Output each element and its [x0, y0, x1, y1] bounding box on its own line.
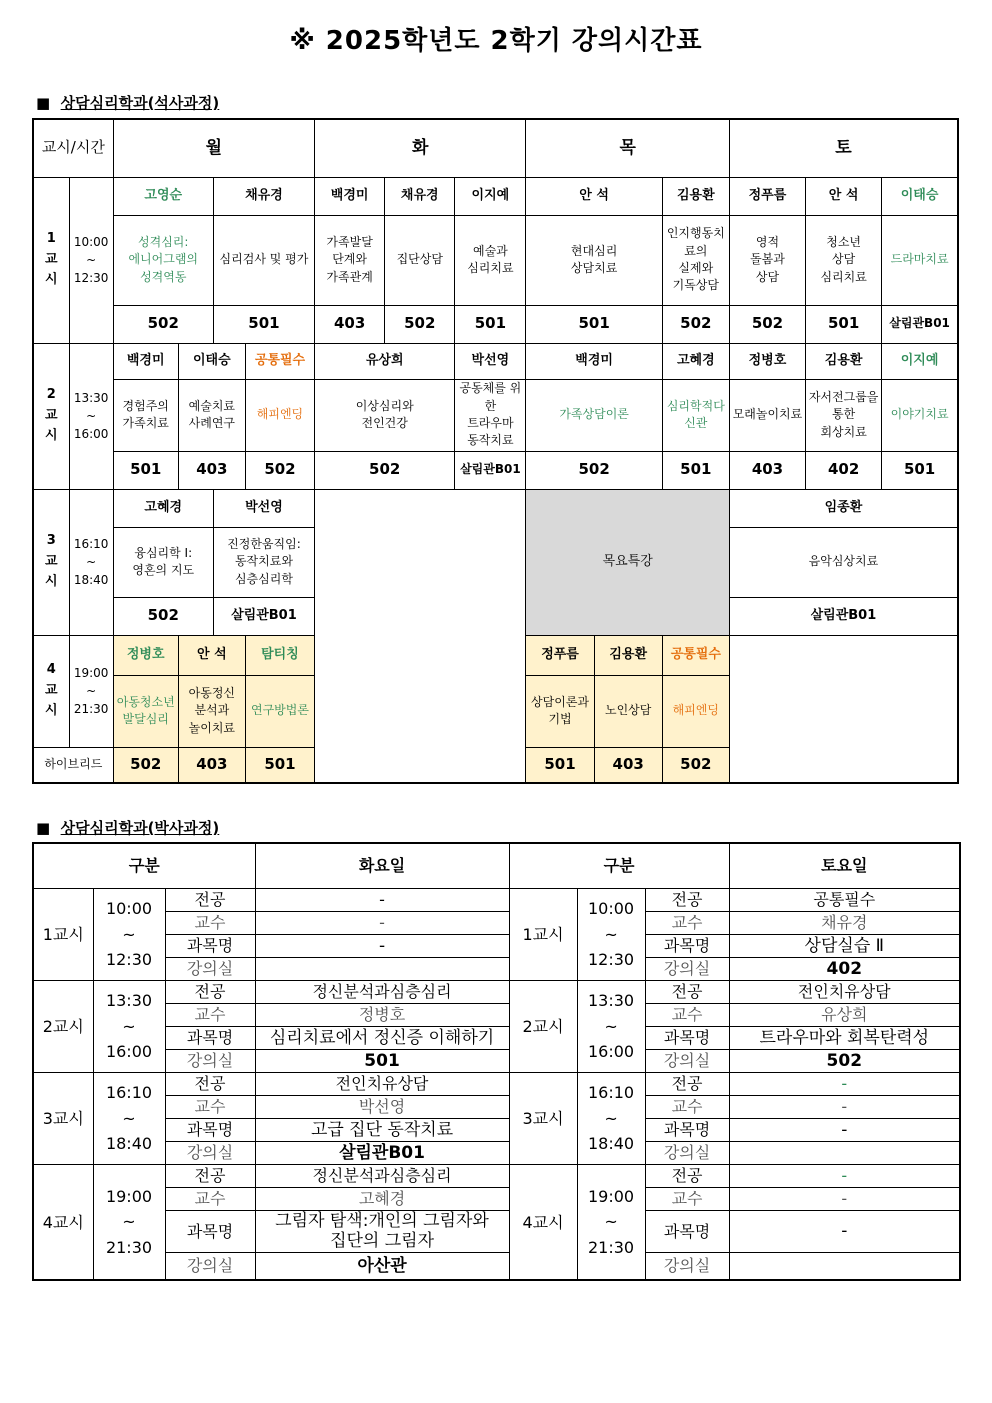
class-room: 502 — [526, 451, 662, 489]
class-prof: 백경미 — [526, 343, 662, 379]
period-label: 4교시 — [509, 1165, 577, 1281]
header-sat: 토 — [729, 119, 958, 177]
class-prof: 정푸름 — [526, 635, 594, 675]
class-room: 502 — [245, 451, 314, 489]
tue-room: 살림관B01 — [255, 1142, 509, 1165]
period-label: 1교시 — [509, 889, 577, 981]
class-subject: 심리검사 및 평가 — [213, 215, 314, 305]
hybrid-label: 하이브리드 — [33, 747, 113, 783]
class-subject: 공동체를 위한 트라우마 동작치료 — [455, 379, 526, 451]
class-prof: 정병호 — [729, 343, 805, 379]
period-label: 2교시 — [509, 981, 577, 1073]
doctor-timetable — [32, 842, 961, 1281]
row-label-room: 강의실 — [165, 958, 255, 981]
tue-subject: 심리치료에서 정신증 이해하기 — [255, 1027, 509, 1050]
class-prof: 정푸름 — [729, 177, 805, 215]
page-title: ※ 2025학년도 2학기 강의시간표 — [289, 26, 703, 56]
class-room: 살림관B01 — [729, 597, 958, 635]
class-prof: 김용환 — [662, 177, 729, 215]
class-room: 501 — [806, 305, 882, 343]
class-prof: 안 석 — [806, 177, 882, 215]
class-prof: 고영순 — [113, 177, 213, 215]
class-subject: 가족상담이론 — [526, 379, 662, 451]
class-room: 501 — [245, 747, 314, 783]
row-label-room: 강의실 — [645, 1050, 729, 1073]
class-room: 501 — [526, 747, 594, 783]
header-gubun-left: 구분 — [33, 843, 255, 889]
row-label-prof: 교수 — [165, 912, 255, 935]
class-room: 501 — [526, 305, 662, 343]
class-prof: 이태승 — [178, 343, 245, 379]
sat-subject: 트라우마와 회복탄력성 — [729, 1027, 960, 1050]
class-prof: 안 석 — [178, 635, 245, 675]
sat-room: 502 — [729, 1050, 960, 1073]
row-label-subject: 과목명 — [645, 1119, 729, 1142]
sat-subject: 상담실습 Ⅱ — [729, 935, 960, 958]
class-subject: 해피엔딩 — [662, 675, 729, 747]
class-subject: 예술과 심리치료 — [455, 215, 526, 305]
period-4-label: 4 교 시 — [33, 635, 69, 747]
period-label: 1교시 — [33, 889, 93, 981]
row-label-prof: 교수 — [645, 912, 729, 935]
tue-subject: 그림자 탐색:개인의 그림자와 집단의 그림자 — [255, 1211, 509, 1253]
class-room: 살림관B01 — [455, 451, 526, 489]
row-label-major: 전공 — [645, 1165, 729, 1188]
empty-cell — [315, 489, 526, 783]
tue-prof: 고혜경 — [255, 1188, 509, 1211]
sat-room — [729, 1252, 960, 1280]
tue-major: 정신분석과심층심리 — [255, 981, 509, 1004]
class-room: 502 — [113, 747, 178, 783]
period-label: 3교시 — [33, 1073, 93, 1165]
sat-prof: 채유경 — [729, 912, 960, 935]
row-label-subject: 과목명 — [165, 1027, 255, 1050]
class-room: 502 — [113, 597, 213, 635]
period-2-label: 2 교 시 — [33, 343, 69, 489]
row-label-major: 전공 — [165, 1165, 255, 1188]
class-prof: 김용환 — [594, 635, 662, 675]
sat-prof: - — [729, 1096, 960, 1119]
class-subject: 노인상담 — [594, 675, 662, 747]
class-room: 403 — [729, 451, 805, 489]
class-prof: 백경미 — [315, 177, 385, 215]
class-subject: 경험주의 가족치료 — [113, 379, 178, 451]
section-master: ■ 상담심리학과(석사과정) — [36, 94, 220, 112]
row-label-room: 강의실 — [645, 1142, 729, 1165]
tue-prof: - — [255, 912, 509, 935]
class-room: 403 — [178, 747, 245, 783]
sat-major: 전인치유상담 — [729, 981, 960, 1004]
thursday-special: 목요특강 — [526, 489, 729, 635]
class-room: 502 — [662, 305, 729, 343]
class-room: 502 — [385, 305, 455, 343]
sat-prof: - — [729, 1188, 960, 1211]
row-label-subject: 과목명 — [165, 1211, 255, 1253]
class-prof: 채유경 — [385, 177, 455, 215]
class-prof: 정병호 — [113, 635, 178, 675]
class-prof: 안 석 — [526, 177, 662, 215]
class-subject: 상담이론과 기법 — [526, 675, 594, 747]
period-1-label: 1 교 시 — [33, 177, 69, 343]
row-label-room: 강의실 — [645, 1252, 729, 1280]
class-prof: 고혜경 — [113, 489, 213, 527]
tue-subject: 고급 집단 동작치료 — [255, 1119, 509, 1142]
row-label-major: 전공 — [165, 889, 255, 912]
class-prof: 공통필수 — [662, 635, 729, 675]
class-room: 살림관B01 — [213, 597, 314, 635]
class-prof: 이지예 — [455, 177, 526, 215]
header-mon: 월 — [113, 119, 314, 177]
class-subject: 모래놀이치료 — [729, 379, 805, 451]
row-label-prof: 교수 — [165, 1096, 255, 1119]
class-subject: 예술치료 사례연구 — [178, 379, 245, 451]
sat-major: - — [729, 1073, 960, 1096]
class-prof: 백경미 — [113, 343, 178, 379]
class-subject: 융심리학 I: 영혼의 지도 — [113, 527, 213, 597]
sat-room — [729, 1142, 960, 1165]
period-3-time: 16:10 ~ 18:40 — [69, 489, 113, 635]
class-subject: 드라마치료 — [882, 215, 958, 305]
row-label-major: 전공 — [645, 981, 729, 1004]
section-doctor-title: 상담심리학과(박사과정) — [60, 819, 220, 837]
class-room: 살림관B01 — [882, 305, 958, 343]
class-room: 502 — [729, 305, 805, 343]
class-subject: 해피엔딩 — [245, 379, 314, 451]
class-room: 501 — [882, 451, 958, 489]
class-subject: 인지행동치료의 실제와 기독상담 — [662, 215, 729, 305]
class-subject: 가족발달 단계와 가족관계 — [315, 215, 385, 305]
class-prof: 이지예 — [882, 343, 958, 379]
row-label-room: 강의실 — [645, 958, 729, 981]
class-prof: 공통필수 — [245, 343, 314, 379]
row-label-major: 전공 — [645, 889, 729, 912]
class-prof: 임종환 — [729, 489, 958, 527]
tue-major: 전인치유상담 — [255, 1073, 509, 1096]
class-room: 501 — [455, 305, 526, 343]
period-time: 10:00 ~ 12:30 — [577, 889, 645, 981]
row-label-prof: 교수 — [645, 1188, 729, 1211]
period-time: 19:00 ~ 21:30 — [577, 1165, 645, 1281]
sat-room: 402 — [729, 958, 960, 981]
class-subject: 영적 돌봄과 상담 — [729, 215, 805, 305]
class-room: 502 — [113, 305, 213, 343]
row-label-subject: 과목명 — [165, 1119, 255, 1142]
row-label-prof: 교수 — [165, 1004, 255, 1027]
class-subject: 연구방법론 — [245, 675, 314, 747]
tue-room: 아산관 — [255, 1252, 509, 1280]
class-subject: 이야기치료 — [882, 379, 958, 451]
class-room: 502 — [315, 451, 455, 489]
tue-room — [255, 958, 509, 981]
period-time: 13:30 ~ 16:00 — [577, 981, 645, 1073]
class-room: 403 — [315, 305, 385, 343]
tue-subject: - — [255, 935, 509, 958]
period-time: 16:10 ~ 18:40 — [93, 1073, 165, 1165]
row-label-room: 강의실 — [165, 1050, 255, 1073]
header-saturday: 토요일 — [729, 843, 960, 889]
period-time: 10:00 ~ 12:30 — [93, 889, 165, 981]
class-prof: 박선영 — [455, 343, 526, 379]
period-1-time: 10:00 ~ 12:30 — [69, 177, 113, 343]
class-subject: 음악심상치료 — [729, 527, 958, 597]
period-3-label: 3 교 시 — [33, 489, 69, 635]
period-time: 13:30 ~ 16:00 — [93, 981, 165, 1073]
row-label-major: 전공 — [165, 1073, 255, 1096]
section-doctor: ■ 상담심리학과(박사과정) — [36, 819, 220, 837]
class-room: 501 — [213, 305, 314, 343]
row-label-subject: 과목명 — [645, 935, 729, 958]
header-tuesday: 화요일 — [255, 843, 509, 889]
tue-major: - — [255, 889, 509, 912]
row-label-subject: 과목명 — [645, 1211, 729, 1253]
period-label: 2교시 — [33, 981, 93, 1073]
class-prof: 박선영 — [213, 489, 314, 527]
class-subject: 자서전그룹을 통한 회상치료 — [806, 379, 882, 451]
header-period-time: 교시/시간 — [33, 119, 113, 177]
class-prof: 이태승 — [882, 177, 958, 215]
class-prof: 고혜경 — [662, 343, 729, 379]
class-subject: 아동정신 분석과 놀이치료 — [178, 675, 245, 747]
class-subject: 심리학적다신관 — [662, 379, 729, 451]
class-subject: 성격심리: 에니어그램의 성격역동 — [113, 215, 213, 305]
period-2-time: 13:30 ~ 16:00 — [69, 343, 113, 489]
row-label-room: 강의실 — [165, 1142, 255, 1165]
sat-subject: - — [729, 1119, 960, 1142]
header-thu: 목 — [526, 119, 729, 177]
row-label-room: 강의실 — [165, 1252, 255, 1280]
header-tue: 화 — [315, 119, 526, 177]
class-room: 403 — [178, 451, 245, 489]
tue-major: 정신분석과심층심리 — [255, 1165, 509, 1188]
empty-cell — [729, 635, 958, 783]
period-time: 19:00 ~ 21:30 — [93, 1165, 165, 1281]
class-subject: 청소년 상담 심리치료 — [806, 215, 882, 305]
row-label-major: 전공 — [645, 1073, 729, 1096]
class-subject: 이상심리와 전인건강 — [315, 379, 455, 451]
class-prof: 김용환 — [806, 343, 882, 379]
class-subject: 현대심리 상담치료 — [526, 215, 662, 305]
row-label-prof: 교수 — [645, 1004, 729, 1027]
period-time: 16:10 ~ 18:40 — [577, 1073, 645, 1165]
class-room: 403 — [594, 747, 662, 783]
class-prof: 유상희 — [315, 343, 455, 379]
sat-major: 공통필수 — [729, 889, 960, 912]
row-label-prof: 교수 — [165, 1188, 255, 1211]
class-subject: 진정한움직임: 동작치료와 심층심리학 — [213, 527, 314, 597]
section-master-title: 상담심리학과(석사과정) — [60, 94, 220, 112]
period-4-time: 19:00 ~ 21:30 — [69, 635, 113, 747]
row-label-subject: 과목명 — [645, 1027, 729, 1050]
tue-prof: 정병호 — [255, 1004, 509, 1027]
row-label-subject: 과목명 — [165, 935, 255, 958]
sat-subject: - — [729, 1211, 960, 1253]
class-room: 402 — [806, 451, 882, 489]
row-label-major: 전공 — [165, 981, 255, 1004]
class-prof: 탐티칭 — [245, 635, 314, 675]
class-room: 501 — [113, 451, 178, 489]
class-prof: 채유경 — [213, 177, 314, 215]
class-room: 502 — [662, 747, 729, 783]
header-gubun-right: 구분 — [509, 843, 729, 889]
sat-major: - — [729, 1165, 960, 1188]
class-room: 501 — [662, 451, 729, 489]
master-timetable — [32, 118, 959, 784]
period-label: 4교시 — [33, 1165, 93, 1281]
tue-prof: 박선영 — [255, 1096, 509, 1119]
period-label: 3교시 — [509, 1073, 577, 1165]
row-label-prof: 교수 — [645, 1096, 729, 1119]
class-subject: 집단상담 — [385, 215, 455, 305]
sat-prof: 유상희 — [729, 1004, 960, 1027]
tue-room: 501 — [255, 1050, 509, 1073]
class-subject: 아동청소년 발달심리 — [113, 675, 178, 747]
